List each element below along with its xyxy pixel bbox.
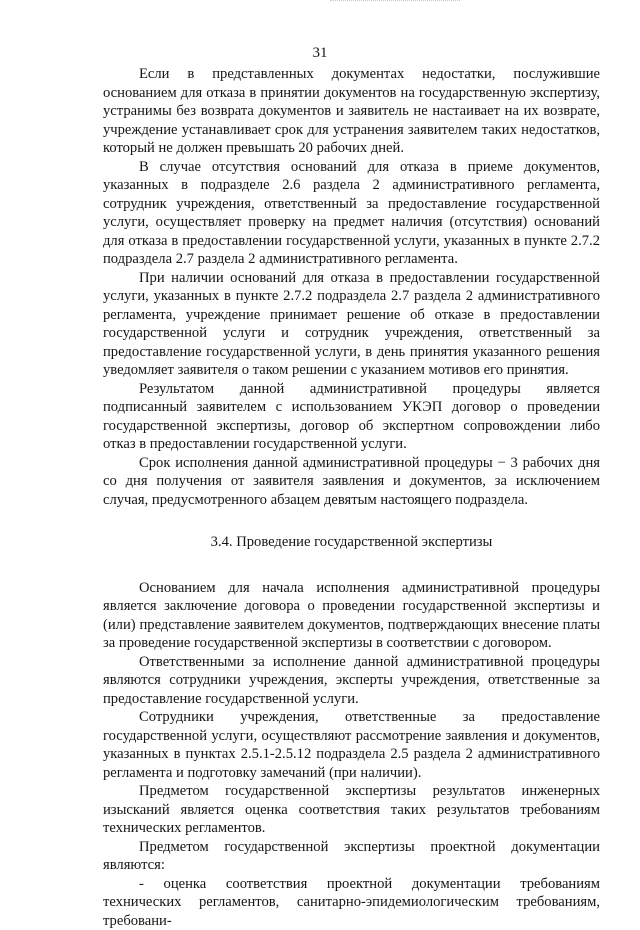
paragraph-responsible-persons: Ответственными за исполнение данной административной процедуры являются сотрудники учреждения, эксперты учреждения, ответственные за предоставление государственной услуги.: [103, 653, 600, 709]
scan-edge-line: [330, 0, 460, 2]
paragraph-procedure-result: Результатом данной административной процедуры является подписанный заявителем с использованием УКЭП договор о проведении государственной экспертизы, договор об экспертном сопровождении либо отказ в предоставлении государственной услуги.: [103, 380, 600, 454]
paragraph-no-refusal-grounds: В случае отсутствия оснований для отказа в приеме документов, указанных в подразделе 2.6 раздела 2 административного регламента, сотрудник учреждения, ответственный за предоставление государственной услуги, осуществляет проверку на предмет наличия (отсутствия) оснований для отказа в предоставлении государственной услуги, указанных в пункте 2.7.2 подраздела 2.7 раздела 2 административного регламента.: [103, 158, 600, 269]
document-body: [103, 65, 600, 930]
paragraph-procedure-basis: Основанием для начала исполнения административной процедуры является заключение договора о проведении государственной экспертизы и (или) представление заявителем документов, подтверждающих внесение платы за проведение государственной экспертизы в соответствии с договором.: [103, 579, 600, 653]
paragraph-defects-elimination: Если в представленных документах недостатки, послужившие основанием для отказа в принятии документов на государственную экспертизу, устранимы без возврата документов и заявитель не настаивает на их возврате, учреждение устанавливает срок для устранения заявителем таких недостатков, который не должен превышать 20 рабочих дней.: [103, 65, 600, 158]
paragraph-procedure-deadline: Срок исполнения данной административной процедуры − 3 рабочих дня со дня получения от заявителя заявления и документов, за исключением случая, предусмотренного абзацем девятым настоящего подраздела.: [103, 454, 600, 510]
paragraph-review-documents: Сотрудники учреждения, ответственные за предоставление государственной услуги, осуществляют рассмотрение заявления и документов, указанных в пунктах 2.5.1-2.5.12 подраздела 2.5 раздела 2 административного регламента и подготовку замечаний (при наличии).: [103, 708, 600, 782]
paragraph-compliance-item: - оценка соответствия проектной документации требованиям технических регламентов, санитарно-эпидемиологическим требованиям, требовани-: [103, 875, 600, 930]
section-heading: 3.4. Проведение государственной экспертизы: [103, 533, 600, 552]
paragraph-refusal-decision: При наличии оснований для отказа в предоставлении государственной услуги, указанных в пункте 2.7.2 подраздела 2.7 раздела 2 административного регламента, учреждение принимает решение об отказе в предоставлении государственной услуги и сотрудник учреждения, ответственный за предоставление государственной услуги, в день принятия указанного решения уведомляет заявителя о таком решении с указанием мотивов его принятия.: [103, 269, 600, 380]
paragraph-design-subject: Предметом государственной экспертизы проектной документации являются:: [103, 838, 600, 875]
paragraph-survey-subject: Предметом государственной экспертизы результатов инженерных изысканий является оценка соответствия таких результатов требованиям технических регламентов.: [103, 782, 600, 838]
page-number: 31: [0, 44, 640, 62]
